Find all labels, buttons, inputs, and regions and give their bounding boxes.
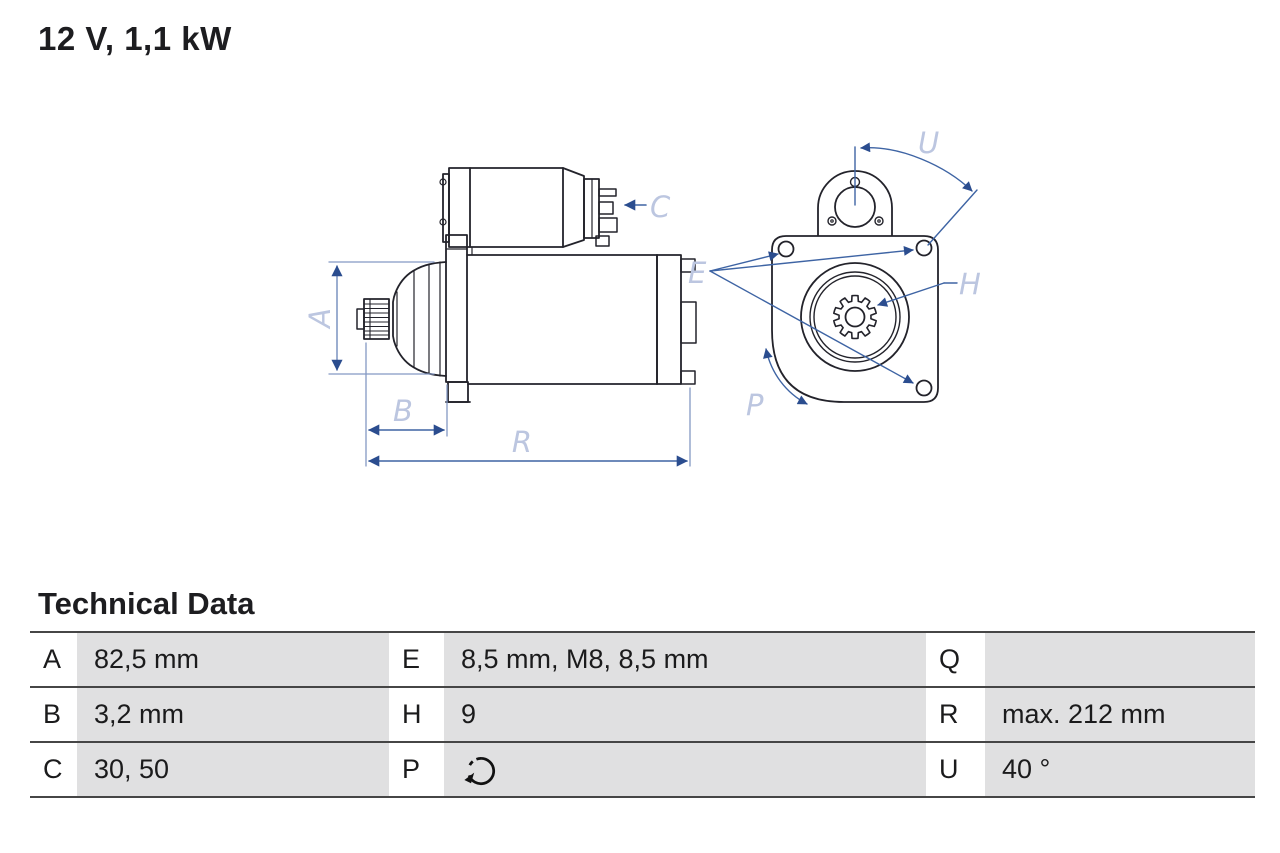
dimension-h [878, 267, 981, 305]
spec-label-cell: H [389, 688, 444, 741]
spec-label-cell: R [926, 688, 985, 741]
spec-label-cell: C [30, 743, 77, 796]
spline-gear [834, 295, 876, 338]
dimension-label-e: E [688, 256, 707, 290]
dimension-label-r: R [511, 425, 533, 459]
dimension-r [369, 388, 690, 466]
spec-value-cell: 30, 50 [77, 743, 389, 796]
table-row [30, 633, 1255, 688]
spec-value-cell: 8,5 mm, M8, 8,5 mm [444, 633, 926, 686]
dimension-u [855, 126, 977, 245]
drive-end-bracket [446, 235, 472, 402]
dimension-annotations [303, 126, 981, 466]
nose-cone [393, 262, 446, 376]
spec-value-cell: 40 ° [985, 743, 1255, 796]
dimension-c [625, 190, 671, 224]
rotation-direction-icon [461, 751, 499, 789]
spec-value-cell: max. 212 mm [985, 688, 1255, 741]
spec-value-cell: 9 [444, 688, 926, 741]
pinion-gear [357, 299, 389, 339]
dimension-label-b: B [393, 394, 413, 428]
spec-value-cell [444, 743, 926, 796]
table-row [30, 743, 1255, 798]
dimension-label-a: A [303, 308, 337, 328]
spec-label-cell: Q [926, 633, 985, 686]
motor-body [467, 255, 657, 384]
spec-value-cell: 82,5 mm [77, 633, 389, 686]
spec-label-cell: B [30, 688, 77, 741]
side-view [357, 168, 696, 402]
dimension-label-h: H [959, 267, 981, 301]
table-row [30, 688, 1255, 743]
spec-value-cell [985, 633, 1255, 686]
technical-data-heading: Technical Data [38, 586, 255, 621]
bolt-hole-top-left [779, 242, 794, 257]
spec-label-cell: A [30, 633, 77, 686]
spec-label-cell: P [389, 743, 444, 796]
dimension-label-c: C [650, 190, 671, 224]
spec-value-cell: 3,2 mm [77, 688, 389, 741]
shaft-hole [846, 308, 865, 327]
spec-label-cell: E [389, 633, 444, 686]
bolt-hole-bottom-right [917, 381, 932, 396]
spec-label-cell: U [926, 743, 985, 796]
technical-data-table [30, 631, 1255, 798]
dimension-label-p: P [746, 388, 764, 422]
product-spec-title: 12 V, 1,1 kW [38, 20, 232, 57]
dimension-label-u: U [918, 126, 940, 160]
